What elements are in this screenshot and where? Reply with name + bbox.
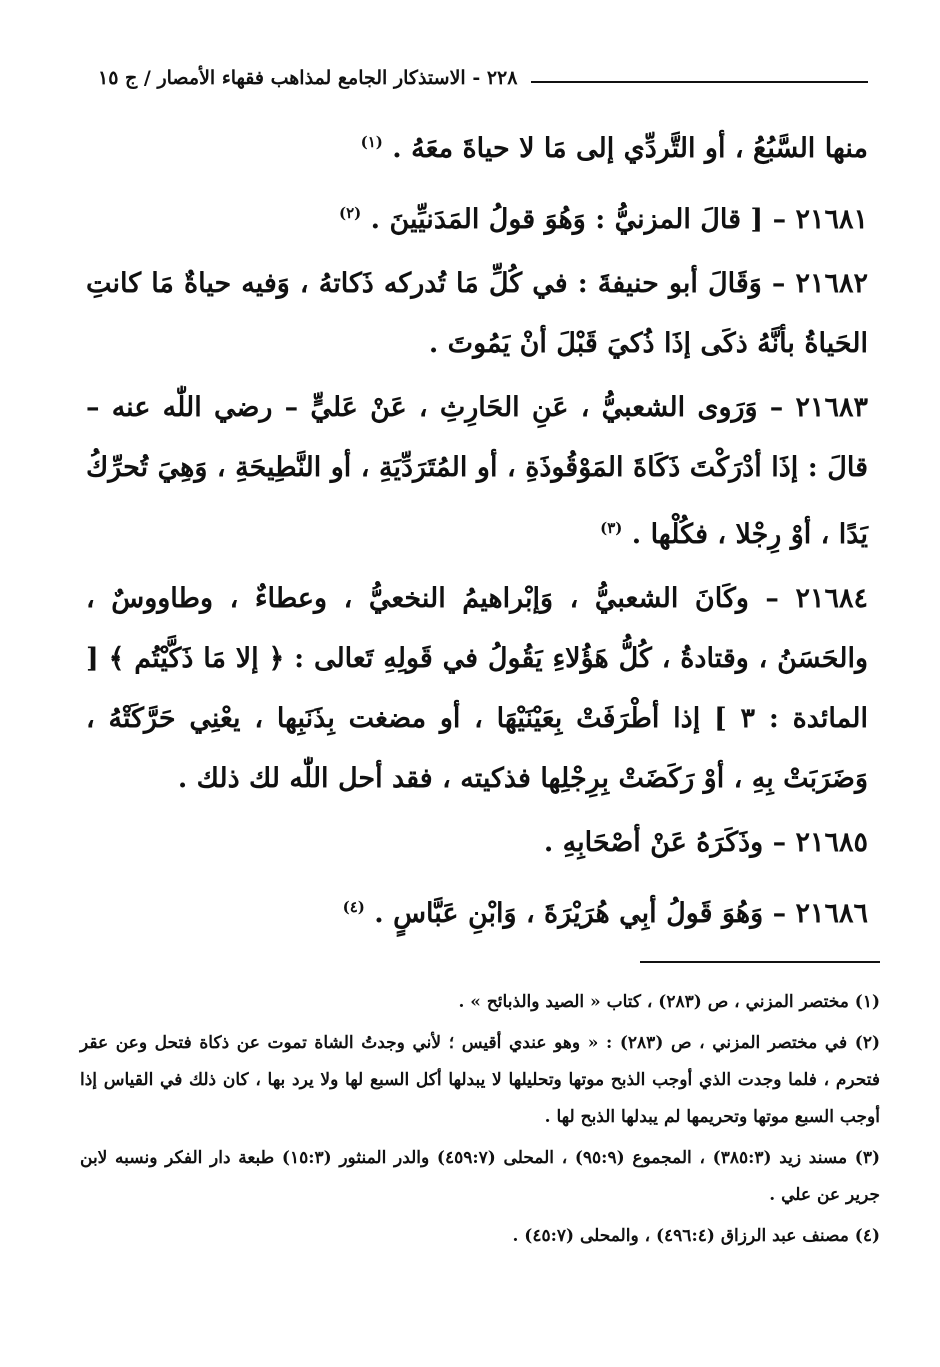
- main-text: [86, 112, 868, 948]
- running-head: ٢٢٨ - الاستذكار الجامع لمذاهب فقهاء الأمصار / ج ١٥: [98, 67, 518, 89]
- header-rule: [531, 81, 868, 83]
- footnote-separator: [640, 961, 880, 963]
- paragraph-text: ٢١٦٨٦ – وَهُوَ قَولُ أبِي هُرَيْرَةَ ، وَابْنِ عَبَّاسٍ .: [374, 898, 868, 929]
- footnote-ref[interactable]: (٤): [342, 898, 365, 916]
- paragraph: [86, 183, 868, 250]
- paragraph: [86, 813, 868, 873]
- paragraph-text: ٢١٦٨١ – [ قالَ المزنيُّ : وَهُوَ قولُ المَدَنيِّينَ .: [370, 204, 868, 235]
- paragraph-text: منها السَّبُعُ ، أو التَّردِّي إلى مَا لا حياةَ معَهُ .: [392, 133, 868, 164]
- footnote-2: (٢) في مختصر المزني ، ص (٢٨٣) : « وهو عندي أقيس ؛ لأني وجدتُ الشاة تموت عن ذكاة فتحل وعن عقر فتحرم ، فلما وجدت الذي أوجب الذبح موتها وتحليلها لا يبدلها أكل السبع لها ولا يرد بها ، كان ذلك في القياس إذا أوجب السبع موتها وتحريمها لم يبدلها الذبح لها .: [80, 1033, 880, 1127]
- footnotes: [80, 984, 880, 1259]
- paragraph-text: ٢١٦٨٣ – وَرَوى الشعبيُّ ، عَنِ الحَارِثِ ، عَنْ عَليٍّ – رضي اللّٰه عنه – قالَ : إذَا أدْرَكْتَ ذَكَاةَ المَوْقُوذَةِ ، أو المُتَرَدِّيَةِ ، أو النَّطِيحَةِ ، وَهِيَ تُحرِّكُ يَدًا ، أوْ رِجْلا ، فكُلْها .: [86, 392, 868, 550]
- page-header: [98, 58, 868, 98]
- paragraph: [86, 569, 868, 809]
- paragraph: [86, 112, 868, 179]
- footnote-ref[interactable]: (٢): [338, 204, 362, 222]
- footnote-4: (٤) مصنف عبد الرزاق (٤٩٦:٤) ، والمحلى (٤٥:٧) .: [512, 1226, 880, 1246]
- paragraph-text: ٢١٦٨٥ – وذَكَرَهُ عَنْ أصْحَابِهِ .: [543, 827, 868, 858]
- paragraph: [86, 877, 868, 944]
- footnote-ref[interactable]: (١): [360, 133, 383, 151]
- footnote-ref[interactable]: (٣): [600, 519, 623, 537]
- paragraph: [86, 378, 868, 565]
- paragraph: [86, 254, 868, 374]
- footnote-1: (١) مختصر المزني ، ص (٢٨٣) ، كتاب « الصيد والذبائح » .: [458, 992, 880, 1012]
- paragraph-text: ٢١٦٨٢ – وَقَالَ أبو حنيفةَ : في كُلِّ مَا تُدركه ذَكاتهُ ، وَفيه حياةٌ مَا كانتِ الحَياةُ بأنَّهُ ذكَى إذَا ذُكيَ قَبْلَ أنْ يَمُوتَ .: [86, 268, 868, 359]
- paragraph-text: ٢١٦٨٤ – وكَانَ الشعبيُّ ، وَإبْراهيمُ النخعيُّ ، وعطاءٌ ، وطاووسٌ ، والحَسَنُ ، وقتادةُ ، كُلُّ هَؤُلاءِ يَقُولُ في قَولِهِ تَعالى : ﴿ إلا مَا ذَكَّيْتُم ﴾ [ المائدة : ٣ ] إذا أطْرَفَتْ بِعَيْنَيْهَا ، أو مضغت بِذَنَبِها ، يعْنِي حَرَّكَتْهُ ، وَضَرَبَتْ بِهِ ، أوْ رَكَضَتْ بِرِجْلِها فذكيته ، فقد أحل اللّٰه لك ذلك .: [86, 583, 868, 794]
- footnote-3: (٣) مسند زيد (٣٨٥:٣) ، المجموع (٩٥:٩) ، المحلى (٤٥٩:٧) والدر المنثور (١٥:٣) طبعة دار الفكر ونسبه لابن جرير عن علي .: [80, 1148, 881, 1205]
